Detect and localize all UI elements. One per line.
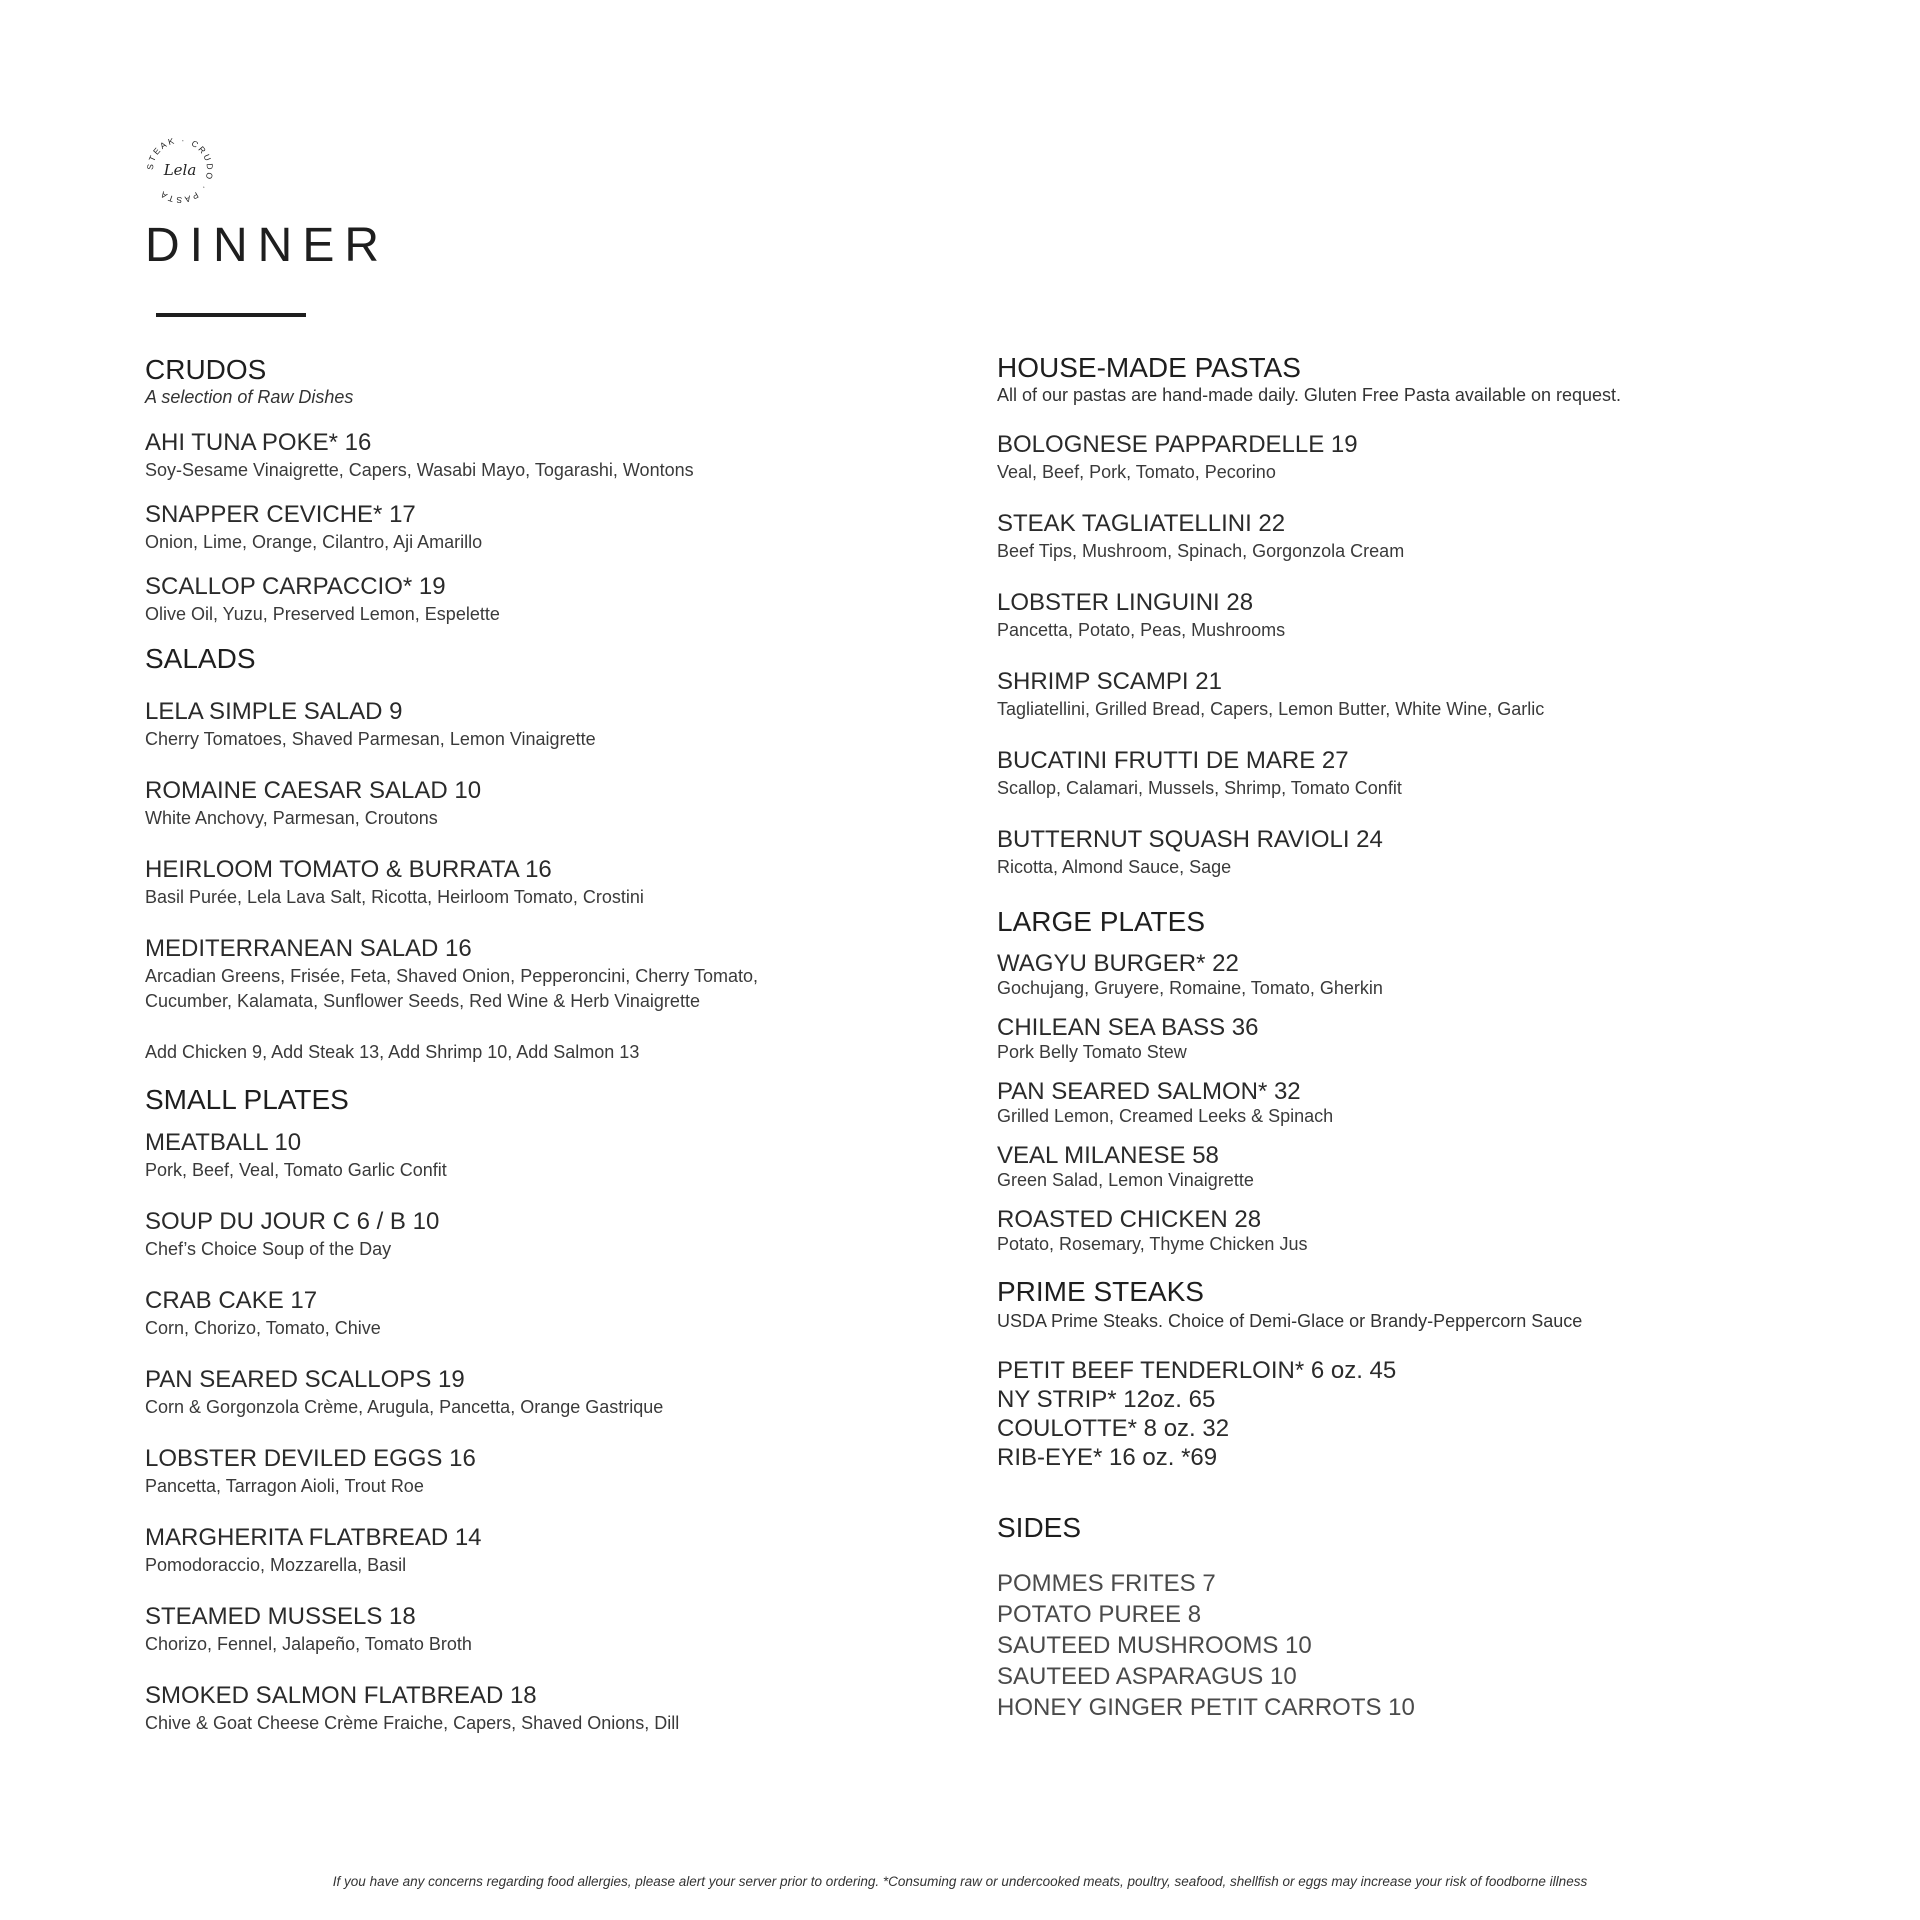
item-description: Pancetta, Potato, Peas, Mushrooms	[997, 620, 1286, 640]
sides-section	[997, 1510, 1797, 1723]
item-description: Pork, Beef, Veal, Tomato Garlic Confit	[145, 1160, 447, 1180]
item-name: PAN SEARED SCALLOPS 19	[145, 1366, 465, 1393]
steak-item: PETIT BEEF TENDERLOIN* 6 oz. 45	[997, 1357, 1397, 1384]
item-description: White Anchovy, Parmesan, Croutons	[145, 808, 438, 828]
item-name: WAGYU BURGER* 22	[997, 950, 1239, 977]
section-subtitle: A selection of Raw Dishes	[145, 387, 354, 407]
item-name: SHRIMP SCAMPI 21	[997, 668, 1222, 695]
item-name: BUCATINI FRUTTI DE MARE 27	[997, 747, 1349, 774]
item-description: Olive Oil, Yuzu, Preserved Lemon, Espelette	[145, 604, 500, 624]
item-description: Green Salad, Lemon Vinaigrette	[997, 1170, 1254, 1190]
steak-item: NY STRIP* 12oz. 65	[997, 1386, 1216, 1413]
page-title: DINNER	[145, 219, 390, 272]
logo-ring-text: STEAK · CRUDO · PASTA	[144, 134, 216, 206]
item-description: Scallop, Calamari, Mussels, Shrimp, Tomato Confit	[997, 778, 1402, 798]
item-name: CHILEAN SEA BASS 36	[997, 1014, 1259, 1041]
item-name: SNAPPER CEVICHE* 17	[145, 501, 416, 528]
menu-item	[997, 950, 1797, 998]
section-title: CRUDOS	[145, 354, 267, 385]
item-name: MEATBALL 10	[145, 1129, 302, 1156]
item-name: STEAK TAGLIATELLINI 22	[997, 510, 1286, 537]
item-description: Pancetta, Tarragon Aioli, Trout Roe	[145, 1476, 424, 1496]
item-description: Gochujang, Gruyere, Romaine, Tomato, Gherkin	[997, 978, 1383, 998]
item-name: STEAMED MUSSELS 18	[145, 1603, 416, 1630]
menu-item	[145, 1128, 965, 1183]
item-description: Pomodoraccio, Mozzarella, Basil	[145, 1555, 407, 1575]
crudos-section	[145, 352, 965, 627]
item-description: Onion, Lime, Orange, Cilantro, Aji Amarillo	[145, 532, 483, 552]
item-description: Soy-Sesame Vinaigrette, Capers, Wasabi Mayo, Togarashi, Wontons	[145, 460, 694, 480]
menu-item	[145, 1444, 965, 1499]
section-title: SIDES	[997, 1512, 1082, 1543]
right-column	[997, 350, 1797, 1723]
item-description: Chef’s Choice Soup of the Day	[145, 1239, 392, 1259]
restaurant-logo	[140, 130, 220, 210]
side-item: SAUTEED ASPARAGUS 10	[997, 1663, 1297, 1690]
menu-item	[997, 1206, 1797, 1254]
menu-item	[997, 1142, 1797, 1190]
salad-addons: Add Chicken 9, Add Steak 13, Add Shrimp 10, Add Salmon 13	[145, 1042, 640, 1062]
item-name: CRAB CAKE 17	[145, 1287, 318, 1314]
item-description: Veal, Beef, Pork, Tomato, Pecorino	[997, 462, 1276, 482]
menu-item	[145, 1365, 965, 1420]
menu-item	[997, 667, 1797, 722]
logo-script-text: Lela	[163, 161, 197, 179]
menu-item	[145, 934, 965, 1014]
menu-item	[145, 1286, 965, 1341]
item-description: Potato, Rosemary, Thyme Chicken Jus	[997, 1234, 1308, 1254]
item-name: ROASTED CHICKEN 28	[997, 1206, 1262, 1233]
menu-item	[145, 1523, 965, 1578]
left-column	[145, 352, 965, 1736]
title-divider	[156, 313, 306, 317]
item-name: LOBSTER LINGUINI 28	[997, 589, 1254, 616]
item-description: Corn, Chorizo, Tomato, Chive	[145, 1318, 381, 1338]
item-description: Cucumber, Kalamata, Sunflower Seeds, Red Wine & Herb Vinaigrette	[145, 991, 700, 1011]
item-name: LELA SIMPLE SALAD 9	[145, 698, 403, 725]
item-name: BUTTERNUT SQUASH RAVIOLI 24	[997, 826, 1383, 853]
menu-item	[997, 746, 1797, 801]
item-description: Grilled Lemon, Creamed Leeks & Spinach	[997, 1106, 1334, 1126]
item-name: PAN SEARED SALMON* 32	[997, 1078, 1301, 1105]
item-name: MARGHERITA FLATBREAD 14	[145, 1524, 482, 1551]
menu-item	[997, 825, 1797, 880]
menu-item	[145, 776, 965, 831]
item-name: SCALLOP CARPACCIO* 19	[145, 573, 446, 600]
item-name: VEAL MILANESE 58	[997, 1142, 1219, 1169]
item-description: Tagliatellini, Grilled Bread, Capers, Lemon Butter, White Wine, Garlic	[997, 699, 1545, 719]
section-subtitle: All of our pastas are hand-made daily. Gluten Free Pasta available on request.	[997, 385, 1622, 405]
section-title: SALADS	[145, 643, 256, 674]
section-title: SMALL PLATES	[145, 1084, 349, 1115]
item-description: Ricotta, Almond Sauce, Sage	[997, 857, 1232, 877]
item-description: Beef Tips, Mushroom, Spinach, Gorgonzola Cream	[997, 541, 1405, 561]
menu-item	[145, 697, 965, 752]
item-name: HEIRLOOM TOMATO & BURRATA 16	[145, 856, 552, 883]
large-plates-section	[997, 904, 1797, 1254]
prime-steaks-section	[997, 1274, 1797, 1472]
item-name: LOBSTER DEVILED EGGS 16	[145, 1445, 476, 1472]
menu-item	[145, 855, 965, 910]
menu-item	[145, 572, 965, 627]
side-item: POTATO PUREE 8	[997, 1601, 1202, 1628]
small-plates-section	[145, 1082, 965, 1736]
menu-item	[997, 430, 1797, 485]
menu-item	[145, 500, 965, 555]
item-description: Pork Belly Tomato Stew	[997, 1042, 1187, 1062]
steak-item: RIB-EYE* 16 oz. *69	[997, 1444, 1218, 1471]
item-description: Corn & Gorgonzola Crème, Arugula, Pancetta, Orange Gastrique	[145, 1397, 664, 1417]
menu-item	[145, 1207, 965, 1262]
side-item: HONEY GINGER PETIT CARROTS 10	[997, 1694, 1415, 1721]
section-subtitle: USDA Prime Steaks. Choice of Demi-Glace or Brandy-Peppercorn Sauce	[997, 1311, 1583, 1331]
item-name: AHI TUNA POKE* 16	[145, 429, 372, 456]
item-name: MEDITERRANEAN SALAD 16	[145, 935, 472, 962]
item-name: BOLOGNESE PAPPARDELLE 19	[997, 431, 1358, 458]
item-name: ROMAINE CAESAR SALAD 10	[145, 777, 482, 804]
menu-item	[145, 1602, 965, 1657]
menu-item	[145, 1681, 965, 1736]
item-name: SMOKED SALMON FLATBREAD 18	[145, 1682, 537, 1709]
item-description: Cherry Tomatoes, Shaved Parmesan, Lemon Vinaigrette	[145, 729, 596, 749]
menu-item	[997, 1078, 1797, 1126]
pastas-section	[997, 350, 1797, 880]
salads-section	[145, 641, 965, 1064]
menu-item	[145, 428, 965, 483]
menu-item	[997, 1014, 1797, 1062]
allergy-disclaimer: If you have any concerns regarding food allergies, please alert your server prior to ordering. *Consuming raw or undercooked meats, poultry, seafood, shellfish or eggs may increase your risk of foodborne illness	[332, 1874, 1588, 1889]
steak-item: COULOTTE* 8 oz. 32	[997, 1415, 1230, 1442]
item-description: Chorizo, Fennel, Jalapeño, Tomato Broth	[145, 1634, 472, 1654]
item-description: Basil Purée, Lela Lava Salt, Ricotta, Heirloom Tomato, Crostini	[145, 887, 644, 907]
side-item: SAUTEED MUSHROOMS 10	[997, 1632, 1312, 1659]
item-description: Chive & Goat Cheese Crème Fraiche, Capers, Shaved Onions, Dill	[145, 1713, 680, 1733]
item-name: SOUP DU JOUR C 6 / B 10	[145, 1208, 440, 1235]
section-title: PRIME STEAKS	[997, 1276, 1204, 1307]
menu-item	[997, 588, 1797, 643]
item-description: Arcadian Greens, Frisée, Feta, Shaved Onion, Pepperoncini, Cherry Tomato,	[145, 966, 758, 986]
menu-item	[997, 509, 1797, 564]
section-title: HOUSE-MADE PASTAS	[997, 352, 1301, 383]
side-item: POMMES FRITES 7	[997, 1570, 1216, 1597]
section-title: LARGE PLATES	[997, 906, 1206, 937]
